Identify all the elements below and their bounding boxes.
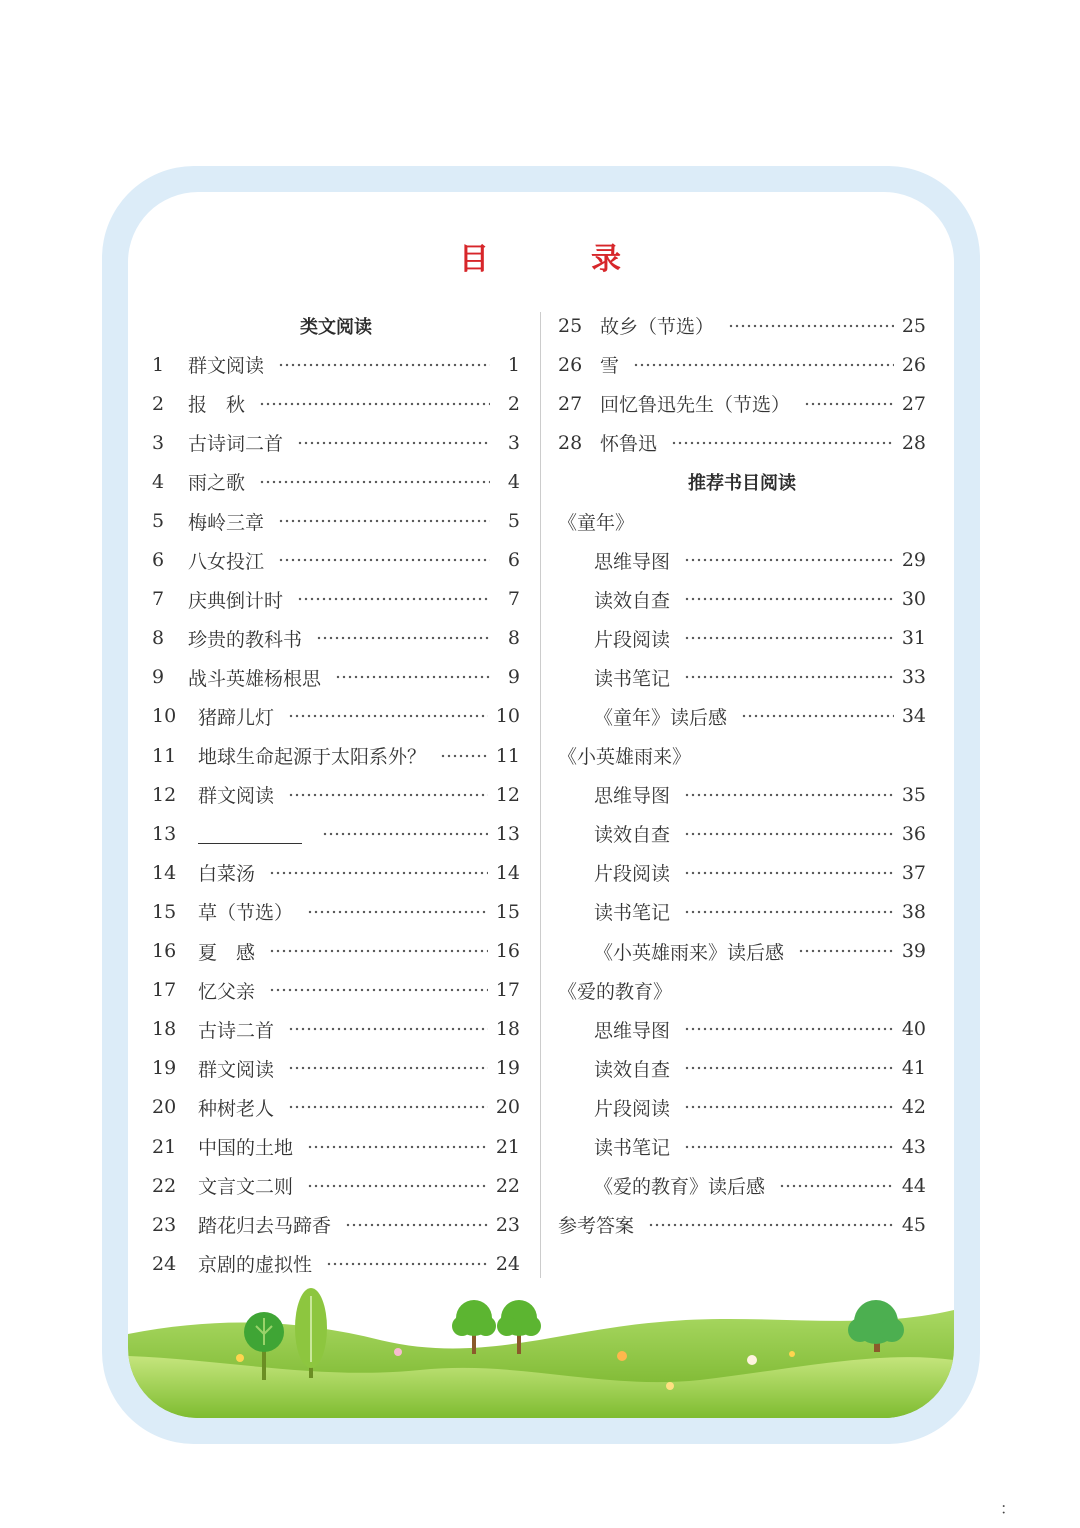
entry-page-number: 35 bbox=[901, 783, 926, 806]
entry-number: 21 bbox=[152, 1135, 177, 1158]
dot-leader bbox=[684, 910, 894, 914]
dot-leader bbox=[684, 1145, 894, 1149]
toc-entry[interactable] bbox=[152, 462, 520, 501]
entry-title: 思维导图 bbox=[594, 1019, 671, 1042]
book-title-text: 《童年》 bbox=[558, 511, 635, 534]
entry-title: 片段阅读 bbox=[594, 1097, 671, 1120]
entry-title: 片段阅读 bbox=[594, 628, 671, 651]
toc-entry[interactable] bbox=[152, 1088, 520, 1127]
entry-page-number: 36 bbox=[901, 822, 926, 845]
entry-title: 雨之歌 bbox=[188, 472, 246, 495]
entry-title: 中国的土地 bbox=[198, 1137, 294, 1160]
dot-leader bbox=[684, 1105, 894, 1109]
toc-entry[interactable] bbox=[152, 736, 520, 775]
section-title-right: 推荐书目阅读 bbox=[688, 472, 796, 494]
toc-entry[interactable] bbox=[152, 1127, 520, 1166]
toc-entry[interactable] bbox=[558, 306, 926, 345]
entry-page-number: 17 bbox=[495, 979, 520, 1002]
entry-page-number: 26 bbox=[901, 353, 926, 376]
entry-number: 10 bbox=[152, 705, 177, 728]
dot-leader bbox=[684, 793, 894, 797]
entry-title: 读书笔记 bbox=[594, 1137, 671, 1160]
entry-title: 读效自查 bbox=[594, 1058, 671, 1081]
entry-page-number: 45 bbox=[901, 1213, 926, 1236]
dot-leader bbox=[288, 1066, 488, 1070]
toc-entry[interactable] bbox=[558, 1127, 926, 1166]
entry-title: 读书笔记 bbox=[594, 902, 671, 925]
entry-title: 回忆鲁迅先生（节选） bbox=[600, 394, 791, 417]
dot-leader bbox=[728, 324, 894, 328]
entry-title: 庆典倒计时 bbox=[188, 589, 284, 612]
entry-page-number: 41 bbox=[901, 1057, 926, 1080]
entry-page-number: 29 bbox=[901, 549, 926, 572]
entry-number: 16 bbox=[152, 940, 177, 963]
entry-number: 23 bbox=[152, 1213, 177, 1236]
toc-entry[interactable] bbox=[152, 619, 520, 658]
entry-number: 15 bbox=[152, 900, 177, 923]
entry-page-number: 39 bbox=[901, 940, 926, 963]
dot-leader bbox=[684, 1066, 894, 1070]
dot-leader bbox=[741, 714, 894, 718]
dot-leader bbox=[278, 519, 490, 523]
dot-leader bbox=[269, 988, 488, 992]
entry-title: 《童年》读后感 bbox=[594, 706, 728, 729]
entry-title: 报 秋 bbox=[188, 394, 246, 417]
entry-title: 文言文二则 bbox=[198, 1176, 294, 1199]
entry-title: 古诗词二首 bbox=[188, 433, 284, 456]
entry-page-number: 4 bbox=[507, 470, 520, 493]
entry-number: 19 bbox=[152, 1057, 177, 1080]
entry-title: 战斗英雄杨根思 bbox=[188, 667, 322, 690]
dot-leader bbox=[798, 949, 894, 953]
entry-page-number: 5 bbox=[507, 510, 520, 533]
entry-number: 22 bbox=[152, 1174, 177, 1197]
entry-page-number: 9 bbox=[507, 666, 520, 689]
entry-number: 18 bbox=[152, 1018, 177, 1041]
entry-title: 片段阅读 bbox=[594, 863, 671, 886]
book-title-text: 《小英雄雨来》 bbox=[558, 746, 692, 769]
toc-entry[interactable] bbox=[558, 658, 926, 697]
dot-leader bbox=[259, 402, 490, 406]
toc-entry[interactable] bbox=[152, 971, 520, 1010]
entry-page-number: 16 bbox=[495, 940, 520, 963]
entry-number: 25 bbox=[558, 314, 583, 337]
entry-page-number: 31 bbox=[901, 627, 926, 650]
toc-right-column bbox=[558, 306, 926, 1244]
toc-entry[interactable] bbox=[152, 1166, 520, 1205]
toc-entry[interactable] bbox=[558, 541, 926, 580]
dot-leader bbox=[297, 441, 490, 445]
entry-number: 12 bbox=[152, 783, 177, 806]
entry-number: 8 bbox=[152, 627, 165, 650]
entry-page-number: 30 bbox=[901, 588, 926, 611]
entry-page-number: 11 bbox=[495, 744, 520, 767]
dot-leader bbox=[278, 558, 490, 562]
toc-entry[interactable] bbox=[558, 1049, 926, 1088]
entry-title: 读书笔记 bbox=[594, 667, 671, 690]
toc-entry[interactable] bbox=[152, 932, 520, 971]
entry-title: 京剧的虚拟性 bbox=[198, 1254, 313, 1277]
entry-title: 《爱的教育》读后感 bbox=[594, 1176, 766, 1199]
toc-entry[interactable] bbox=[558, 892, 926, 931]
entry-title: 忆父亲 bbox=[198, 980, 256, 1003]
footer-mark: ： bbox=[1000, 1499, 1017, 1518]
toc-entry[interactable] bbox=[558, 1205, 926, 1244]
toc-entry[interactable] bbox=[558, 384, 926, 423]
toc-entry[interactable] bbox=[152, 384, 520, 423]
entry-number: 1 bbox=[152, 353, 165, 376]
entry-page-number: 33 bbox=[901, 666, 926, 689]
toc-entry[interactable] bbox=[152, 892, 520, 931]
entry-title: 猪蹄儿灯 bbox=[198, 706, 275, 729]
entry-page-number: 42 bbox=[901, 1096, 926, 1119]
dot-leader bbox=[684, 597, 894, 601]
book-title[interactable] bbox=[558, 971, 926, 1010]
entry-number: 17 bbox=[152, 979, 177, 1002]
page-title: 目 录 bbox=[459, 242, 657, 277]
dot-leader bbox=[307, 1184, 488, 1188]
entry-title: 参考答案 bbox=[558, 1215, 635, 1238]
dot-leader bbox=[316, 636, 490, 640]
dot-leader bbox=[288, 1105, 488, 1109]
book-title[interactable] bbox=[558, 501, 926, 540]
dot-leader bbox=[326, 1262, 488, 1266]
toc-entry[interactable] bbox=[558, 580, 926, 619]
toc-entry[interactable] bbox=[152, 1205, 520, 1244]
entry-page-number: 38 bbox=[901, 900, 926, 923]
entry-number: 9 bbox=[152, 666, 165, 689]
entry-page-number: 15 bbox=[495, 900, 520, 923]
column-divider bbox=[540, 312, 541, 1278]
entry-number: 28 bbox=[558, 431, 583, 454]
dot-leader bbox=[804, 402, 894, 406]
entry-page-number: 43 bbox=[901, 1135, 926, 1158]
toc-entry[interactable] bbox=[152, 580, 520, 619]
entry-page-number: 23 bbox=[495, 1213, 520, 1236]
toc-entry[interactable] bbox=[558, 1166, 926, 1205]
toc-entry[interactable] bbox=[558, 814, 926, 853]
entry-page-number: 37 bbox=[901, 861, 926, 884]
entry-number: 20 bbox=[152, 1096, 177, 1119]
entry-title: 白菜汤 bbox=[198, 863, 256, 886]
entry-title: 怀鲁迅 bbox=[600, 433, 658, 456]
entry-number: 11 bbox=[152, 744, 177, 767]
toc-entry[interactable] bbox=[152, 814, 520, 853]
entry-page-number: 6 bbox=[507, 549, 520, 572]
toc-entry[interactable] bbox=[558, 697, 926, 736]
toc-entry[interactable] bbox=[558, 423, 926, 462]
entry-title: 《小英雄雨来》读后感 bbox=[594, 941, 785, 964]
toc-entry[interactable] bbox=[558, 775, 926, 814]
toc-entry[interactable] bbox=[152, 658, 520, 697]
entry-number: 24 bbox=[152, 1252, 177, 1275]
section-title-left: 类文阅读 bbox=[300, 316, 372, 338]
entry-title: 梅岭三章 bbox=[188, 511, 265, 534]
entry-page-number: 44 bbox=[901, 1174, 926, 1197]
toc-entry[interactable] bbox=[152, 501, 520, 540]
toc-entry[interactable] bbox=[152, 697, 520, 736]
dot-leader bbox=[307, 910, 488, 914]
entry-page-number: 24 bbox=[495, 1252, 520, 1275]
entry-title: 古诗二首 bbox=[198, 1019, 275, 1042]
dot-leader bbox=[684, 1027, 894, 1031]
entry-number: 6 bbox=[152, 549, 165, 572]
entry-page-number: 22 bbox=[495, 1174, 520, 1197]
dot-leader bbox=[684, 675, 894, 679]
dot-leader bbox=[259, 480, 490, 484]
dot-leader bbox=[288, 793, 488, 797]
entry-page-number: 20 bbox=[495, 1096, 520, 1119]
toc-entry[interactable] bbox=[152, 853, 520, 892]
entry-title: 思维导图 bbox=[594, 785, 671, 808]
entry-page-number: 25 bbox=[901, 314, 926, 337]
entry-number: 3 bbox=[152, 431, 165, 454]
dot-leader bbox=[269, 949, 488, 953]
entry-page-number: 13 bbox=[495, 822, 520, 845]
entry-title: 踏花归去马蹄香 bbox=[198, 1215, 332, 1238]
toc-entry[interactable] bbox=[558, 1010, 926, 1049]
entry-page-number: 7 bbox=[507, 588, 520, 611]
book-title-text: 《爱的教育》 bbox=[558, 980, 673, 1003]
dot-leader bbox=[684, 871, 894, 875]
entry-page-number: 2 bbox=[507, 392, 520, 415]
entry-title: 夏 感 bbox=[198, 941, 256, 964]
blank-title-line bbox=[198, 823, 302, 844]
entry-page-number: 18 bbox=[495, 1018, 520, 1041]
entry-page-number: 21 bbox=[495, 1135, 520, 1158]
dot-leader bbox=[440, 754, 488, 758]
entry-number: 2 bbox=[152, 392, 165, 415]
dot-leader bbox=[684, 636, 894, 640]
dot-leader bbox=[671, 441, 894, 445]
entry-title: 读效自查 bbox=[594, 589, 671, 612]
entry-number: 5 bbox=[152, 510, 165, 533]
entry-number: 4 bbox=[152, 470, 165, 493]
entry-number: 27 bbox=[558, 392, 583, 415]
toc-entry[interactable] bbox=[558, 853, 926, 892]
entry-title: 读效自查 bbox=[594, 824, 671, 847]
toc-entry[interactable] bbox=[152, 775, 520, 814]
entry-title: 群文阅读 bbox=[198, 1058, 275, 1081]
book-title[interactable] bbox=[558, 736, 926, 775]
dot-leader bbox=[335, 675, 490, 679]
dot-leader bbox=[684, 832, 894, 836]
entry-title: 群文阅读 bbox=[198, 785, 275, 808]
dot-leader bbox=[633, 363, 894, 367]
entry-title: 故乡（节选） bbox=[600, 316, 715, 339]
entry-number: 13 bbox=[152, 822, 177, 845]
entry-page-number: 19 bbox=[495, 1057, 520, 1080]
toc-entry[interactable] bbox=[152, 1049, 520, 1088]
toc-entry[interactable] bbox=[152, 1010, 520, 1049]
dot-leader bbox=[345, 1223, 488, 1227]
dot-leader bbox=[648, 1223, 894, 1227]
toc-entry[interactable] bbox=[558, 932, 926, 971]
entry-title: 群文阅读 bbox=[188, 355, 265, 378]
toc-entry[interactable] bbox=[152, 1244, 520, 1283]
entry-number: 14 bbox=[152, 861, 177, 884]
entry-page-number: 40 bbox=[901, 1018, 926, 1041]
dot-leader bbox=[307, 1145, 488, 1149]
entry-page-number: 3 bbox=[507, 431, 520, 454]
entry-title: 八女投江 bbox=[188, 550, 265, 573]
dot-leader bbox=[297, 597, 490, 601]
dot-leader bbox=[269, 871, 488, 875]
entry-page-number: 10 bbox=[495, 705, 520, 728]
toc-entry[interactable] bbox=[558, 619, 926, 658]
dot-leader bbox=[684, 558, 894, 562]
toc-left-column bbox=[152, 306, 520, 1283]
entry-page-number: 8 bbox=[507, 627, 520, 650]
entry-title: 珍贵的教科书 bbox=[188, 628, 303, 651]
dot-leader bbox=[288, 714, 488, 718]
entry-number: 26 bbox=[558, 353, 583, 376]
dot-leader bbox=[779, 1184, 894, 1188]
entry-title: 地球生命起源于太阳系外？ bbox=[198, 746, 427, 769]
entry-page-number: 34 bbox=[901, 705, 926, 728]
dot-leader bbox=[322, 832, 488, 836]
dot-leader bbox=[288, 1027, 488, 1031]
entry-page-number: 12 bbox=[495, 783, 520, 806]
entry-title: 思维导图 bbox=[594, 550, 671, 573]
entry-page-number: 27 bbox=[901, 392, 926, 415]
entry-title: 雪 bbox=[600, 355, 620, 378]
dot-leader bbox=[278, 363, 490, 367]
toc-entry[interactable] bbox=[558, 1088, 926, 1127]
toc-entry[interactable] bbox=[558, 345, 926, 384]
entry-page-number: 14 bbox=[495, 861, 520, 884]
toc-entry[interactable] bbox=[152, 541, 520, 580]
entry-number: 7 bbox=[152, 588, 165, 611]
entry-page-number: 1 bbox=[507, 353, 520, 376]
entry-title: 种树老人 bbox=[198, 1097, 275, 1120]
entry-page-number: 28 bbox=[901, 431, 926, 454]
entry-title: 草（节选） bbox=[198, 902, 294, 925]
toc-entry[interactable] bbox=[152, 423, 520, 462]
toc-entry[interactable] bbox=[152, 345, 520, 384]
